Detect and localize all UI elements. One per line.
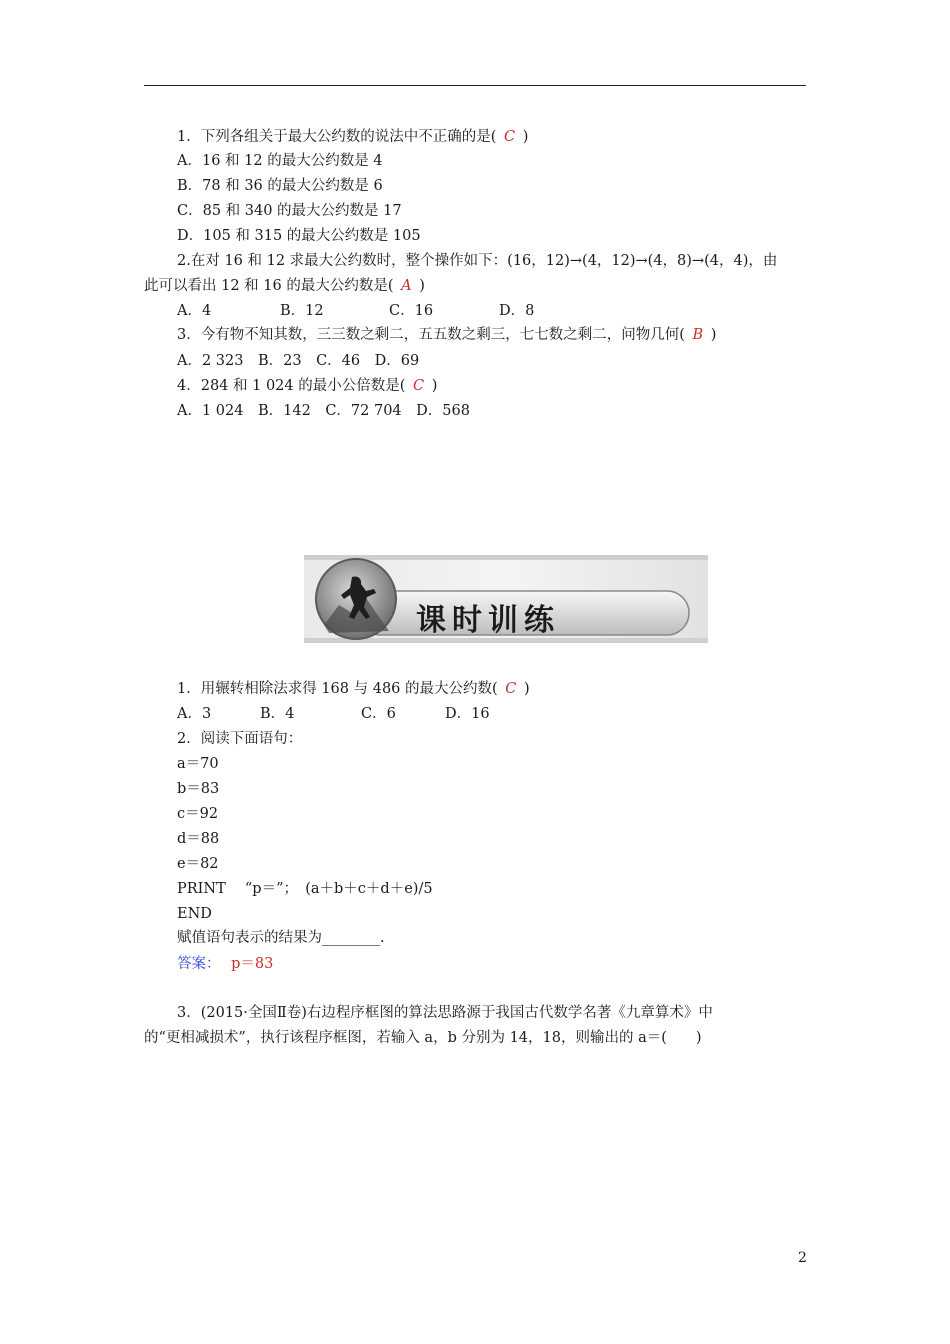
s1-q2-answer: A [401,278,412,294]
s2-q1-option-b: B．4 [260,706,295,722]
s1-q2-close: ) [419,278,425,294]
code-line-print: PRINT “p＝”； (a＋b＋c＋d＋e)/5 [177,881,433,897]
s2-q2-question: 赋值语句表示的结果为________. [177,930,385,946]
s2-q1-close: ) [524,681,530,697]
answer-label: 答案： [177,956,221,972]
s1-q1-option-a: A．16 和 12 的最大公约数是 4 [177,153,383,169]
answer-value: p＝83 [231,956,274,972]
header-rule [144,85,806,86]
s1-q2-stem: 此可以看出 12 和 16 的最大公约数是( [144,278,394,294]
s1-q2-options [177,301,534,321]
s1-q1-option-c: C．85 和 340 的最大公约数是 17 [177,203,402,219]
s1-q1-option-b: B．78 和 36 的最大公约数是 6 [177,178,383,194]
s1-q1-answer: C [504,129,516,145]
code-line-a: a＝70 [177,756,219,772]
s2-q1 [177,679,530,699]
s1-q2-option-d: D．8 [499,303,535,319]
s1-q4-stem: 4．284 和 1 024 的最小公倍数是( [177,378,406,394]
s1-q4-close: ) [431,378,438,394]
s1-q1-option-d: D．105 和 315 的最大公约数是 105 [177,228,421,244]
s1-q3-answer: B [692,327,704,343]
code-line-b: b＝83 [177,781,220,797]
s1-q1-stem: 1．下列各组关于最大公约数的说法中不正确的是( [177,129,497,145]
s2-q1-options [177,704,490,724]
s1-q1-close: ) [522,129,529,145]
s1-q4-answer: C [413,378,425,394]
s1-q3-options: A．2 323 B．23 C．46 D．69 [177,353,420,369]
code-line-c: c＝92 [177,806,219,822]
s1-q4-options: A．1 024 B．142 C．72 704 D．568 [177,403,470,419]
s2-q3-line1: 3．(2015·全国Ⅱ卷)右边程序框图的算法思路源于我国古代数学名著《九章算术》中 [177,1005,713,1021]
s1-q3-stem: 3．今有物不知其数，三三数之剩二，五五数之剩三，七七数之剩二，问物几何( [177,327,685,343]
s1-q4 [177,376,437,396]
s2-q2-stem: 2．阅读下面语句： [177,731,303,747]
s1-q2-option-c: C．16 [389,303,434,319]
s1-q2-line2 [144,276,425,296]
s2-q1-option-d: D．16 [445,706,490,722]
banner-title: 课时训练 [416,603,560,638]
s2-q1-answer: C [505,681,517,697]
s1-q2-option-b: B．12 [280,303,324,319]
s1-q1 [177,127,528,147]
code-line-d: d＝88 [177,831,220,847]
section-banner [304,555,708,643]
s1-q2-option-a: A．4 [177,303,212,319]
s1-q3 [177,325,716,345]
s2-q3-line2: 的“更相减损术”，执行该程序框图，若输入 a，b 分别为 14，18，则输出的 a＝( ) [144,1030,702,1046]
s2-q1-option-c: C．6 [361,706,396,722]
code-line-e: e＝82 [177,856,219,872]
s2-q1-option-a: A．3 [177,706,212,722]
page-number: 2 [798,1250,807,1266]
s1-q2-line1: 2.在对 16 和 12 求最大公约数时，整个操作如下：(16，12)→(4，12)→(4，8)→(4，4)，由 [177,253,778,269]
s1-q3-close: ) [710,327,717,343]
s2-q2-answer [177,954,273,974]
s2-q1-stem: 1．用辗转相除法求得 168 与 486 的最大公约数( [177,681,498,697]
code-line-end: END [177,906,212,922]
